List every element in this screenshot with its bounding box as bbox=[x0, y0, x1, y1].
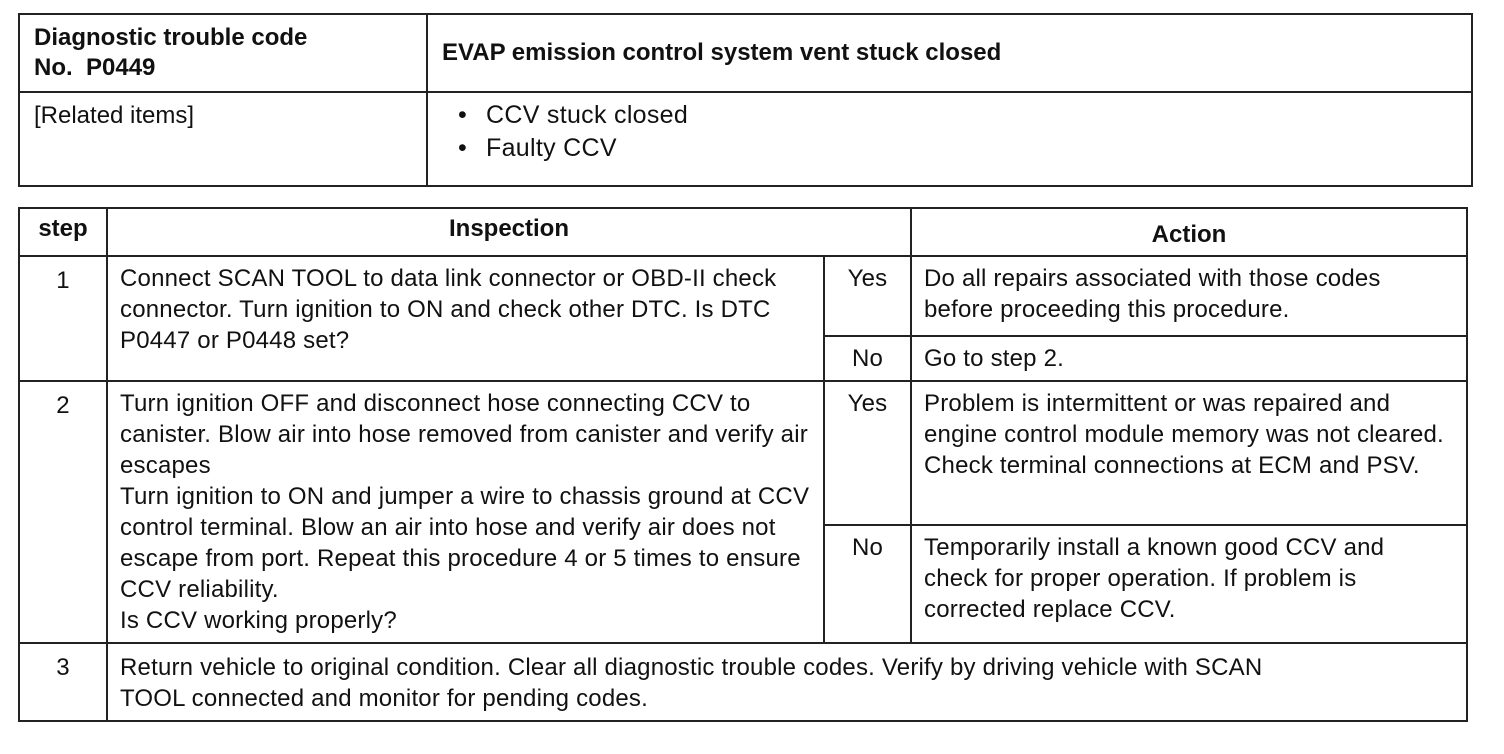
related-item: • CCV stuck closed bbox=[486, 99, 1457, 132]
step-1-no-action: Go to step 2. bbox=[911, 336, 1467, 381]
step-2-no-label: No bbox=[824, 525, 911, 643]
step-3-number: 3 bbox=[19, 643, 107, 721]
step-1-number: 1 bbox=[19, 256, 107, 381]
dtc-label-cell bbox=[19, 14, 427, 92]
step-2-yes-action: Problem is intermittent or was repaired and engine control module memory was not cleared. Check terminal connections at ECM and PSV. bbox=[911, 381, 1467, 525]
step-3-row bbox=[19, 643, 1467, 721]
related-item: • Faulty CCV bbox=[486, 132, 1457, 165]
inspection-steps-table bbox=[18, 207, 1468, 722]
step-2-inspection: Turn ignition OFF and disconnect hose connecting CCV to canister. Blow air into hose removed from canister and verify air escapes Turn ignition to ON and jumper a wire to chassis ground at CCV control terminal. Blow an air into hose and verify air does not escape from port. Repeat this procedure 4 or 5 times to ensure CCV reliability. Is CCV working properly? bbox=[107, 381, 824, 643]
step-1-no-label: No bbox=[824, 336, 911, 381]
dtc-row bbox=[19, 14, 1472, 92]
action-column-header: Action bbox=[911, 208, 1467, 256]
related-items-label: [Related items] bbox=[19, 92, 427, 186]
dtc-title: EVAP emission control system vent stuck closed bbox=[427, 14, 1472, 92]
table-header-row bbox=[19, 208, 1467, 256]
step-column-header: step bbox=[19, 208, 107, 256]
inspection-column-header: Inspection bbox=[107, 208, 911, 256]
step-2-yes-row bbox=[19, 381, 1467, 525]
step-2-number: 2 bbox=[19, 381, 107, 643]
step-2-yes-label: Yes bbox=[824, 381, 911, 525]
step-1-yes-label: Yes bbox=[824, 256, 911, 336]
dtc-header-table bbox=[18, 13, 1473, 187]
related-items-row bbox=[19, 92, 1472, 186]
dtc-code: No. P0449 bbox=[34, 54, 156, 81]
step-2-no-action: Temporarily install a known good CCV and check for proper operation. If problem is corrected replace CCV. bbox=[911, 525, 1467, 643]
step-1-yes-action: Do all repairs associated with those codes before proceeding this procedure. bbox=[911, 256, 1467, 336]
related-items-cell bbox=[427, 92, 1472, 186]
step-1-yes-row bbox=[19, 256, 1467, 336]
related-items-list bbox=[442, 99, 1457, 165]
step-1-inspection: Connect SCAN TOOL to data link connector or OBD-II check connector. Turn ignition to ON and check other DTC. Is DTC P0447 or P0448 set? bbox=[107, 256, 824, 381]
dtc-label-line1: Diagnostic trouble code bbox=[34, 24, 308, 51]
step-3-inspection: Return vehicle to original condition. Clear all diagnostic trouble codes. Verify by driving vehicle with SCAN TOOL connected and monitor for pending codes. bbox=[107, 643, 1467, 721]
